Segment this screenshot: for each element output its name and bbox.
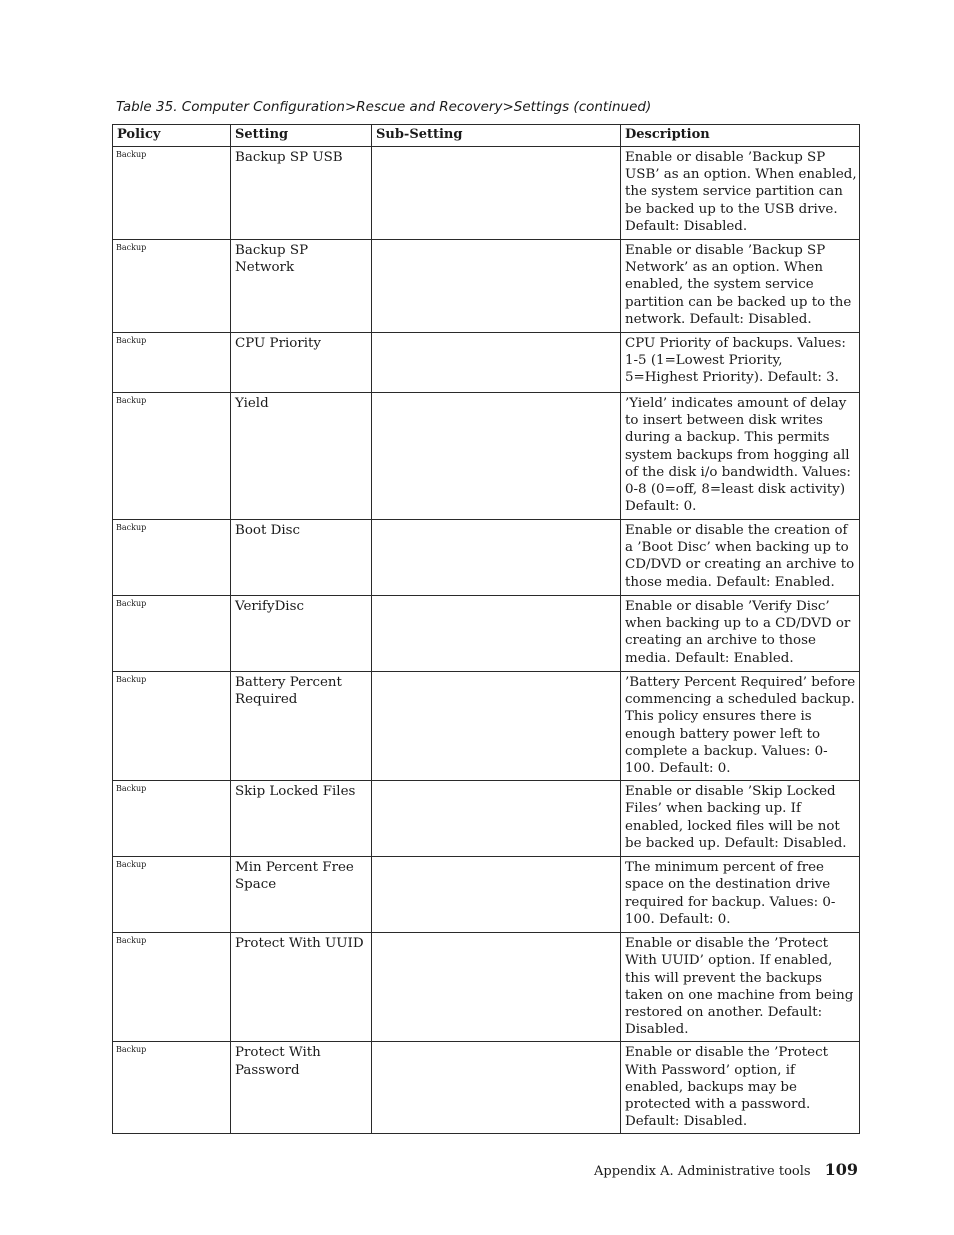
description-cell: Enable or disable ’Verify Disc’ when backing up to a CD/DVD or creating an archive to those media. Default: Enabled. <box>621 596 860 672</box>
subsetting-cell <box>372 1042 621 1134</box>
description-cell: ’Yield’ indicates amount of delay to insert between disk writes during a backup. This permits system backups from hogging all of the disk i/o bandwidth. Values: 0-8 (0=off, 8=least disk activity) Default: 0. <box>621 393 860 520</box>
subsetting-cell <box>372 333 621 393</box>
table-row <box>113 781 860 857</box>
table-caption: Table 35. Computer Configuration>Rescue and Recovery>Settings (continued) <box>116 99 652 115</box>
description-cell: Enable or disable the ’Protect With Password’ option, if enabled, backups may be protected with a password. Default: Disabled. <box>621 1042 860 1134</box>
setting-cell: Backup SP USB <box>231 147 372 240</box>
header-description: Description <box>621 125 860 147</box>
table-row <box>113 520 860 596</box>
policy-cell: Backup <box>113 933 231 1042</box>
policy-cell: Backup <box>113 393 231 520</box>
subsetting-cell <box>372 147 621 240</box>
subsetting-cell <box>372 933 621 1042</box>
policy-cell: Backup <box>113 672 231 781</box>
description-cell: Enable or disable ’Backup SP USB’ as an option. When enabled, the system service partition can be backed up to the USB drive. Default: Disabled. <box>621 147 860 240</box>
page-number: 109 <box>824 1160 858 1179</box>
setting-cell: CPU Priority <box>231 333 372 393</box>
setting-cell: Protect With UUID <box>231 933 372 1042</box>
table-row <box>113 147 860 240</box>
description-cell: Enable or disable the ’Protect With UUID’ option. If enabled, this will prevent the backups taken on one machine from being restored on another. Default: Disabled. <box>621 933 860 1042</box>
description-cell: Enable or disable ’Skip Locked Files’ when backing up. If enabled, locked files will be not be backed up. Default: Disabled. <box>621 781 860 857</box>
table-row <box>113 596 860 672</box>
table-row <box>113 1042 860 1134</box>
header-policy: Policy <box>113 125 231 147</box>
setting-cell: VerifyDisc <box>231 596 372 672</box>
description-cell: The minimum percent of free space on the destination drive required for backup. Values: 0-100. Default: 0. <box>621 857 860 933</box>
policy-cell: Backup <box>113 520 231 596</box>
footer-section-title: Appendix A. Administrative tools <box>594 1164 811 1179</box>
description-cell: Enable or disable ’Backup SP Network’ as an option. When enabled, the system service partition can be backed up to the network. Default: Disabled. <box>621 240 860 333</box>
description-cell: ’Battery Percent Required’ before commencing a scheduled backup. This policy ensures there is enough battery power left to complete a backup. Values: 0-100. Default: 0. <box>621 672 860 781</box>
page-footer <box>594 1160 858 1179</box>
subsetting-cell <box>372 596 621 672</box>
subsetting-cell <box>372 520 621 596</box>
policy-cell: Backup <box>113 596 231 672</box>
setting-cell: Battery Percent Required <box>231 672 372 781</box>
setting-cell: Min Percent Free Space <box>231 857 372 933</box>
subsetting-cell <box>372 240 621 333</box>
table-row <box>113 393 860 520</box>
description-cell: CPU Priority of backups. Values: 1-5 (1=Lowest Priority, 5=Highest Priority). Default: 3. <box>621 333 860 393</box>
table-row <box>113 933 860 1042</box>
header-subsetting: Sub-Setting <box>372 125 621 147</box>
policy-cell: Backup <box>113 857 231 933</box>
description-cell: Enable or disable the creation of a ’Boot Disc’ when backing up to CD/DVD or creating an archive to those media. Default: Enabled. <box>621 520 860 596</box>
setting-cell: Skip Locked Files <box>231 781 372 857</box>
policy-cell: Backup <box>113 1042 231 1134</box>
table-row <box>113 333 860 393</box>
setting-cell: Protect With Password <box>231 1042 372 1134</box>
policy-cell: Backup <box>113 333 231 393</box>
subsetting-cell <box>372 672 621 781</box>
setting-cell: Boot Disc <box>231 520 372 596</box>
policy-cell: Backup <box>113 240 231 333</box>
policy-cell: Backup <box>113 781 231 857</box>
subsetting-cell <box>372 857 621 933</box>
table-row <box>113 240 860 333</box>
setting-cell: Yield <box>231 393 372 520</box>
table-row <box>113 857 860 933</box>
policy-cell: Backup <box>113 147 231 240</box>
subsetting-cell <box>372 781 621 857</box>
table-header-row <box>113 125 860 147</box>
settings-table <box>112 124 860 1134</box>
subsetting-cell <box>372 393 621 520</box>
table-row <box>113 672 860 781</box>
setting-cell: Backup SP Network <box>231 240 372 333</box>
header-setting: Setting <box>231 125 372 147</box>
